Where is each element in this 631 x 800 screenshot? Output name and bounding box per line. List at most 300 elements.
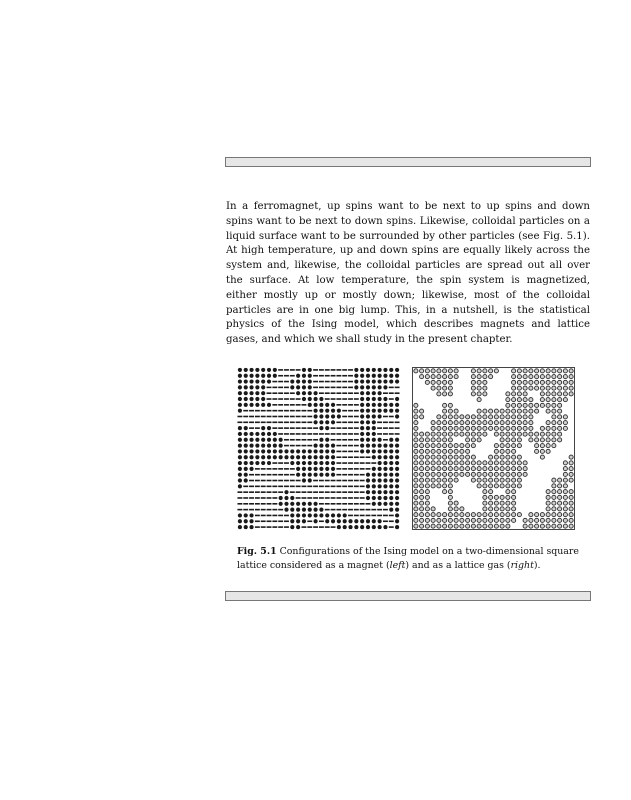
spin-up [313,461,317,465]
spin-down [354,392,359,394]
spin-up [302,397,306,401]
gas-particle [517,398,521,402]
gas-particle [558,415,562,419]
gas-particle [489,490,493,494]
spin-down [255,468,260,470]
spin-up [319,420,323,424]
spin-up [302,449,306,453]
gas-particle [483,484,487,488]
spin-down [272,427,277,429]
spin-up [378,414,382,418]
spin-down [302,422,307,424]
gas-particle [500,513,504,517]
spin-down [371,515,376,517]
spin-down [290,445,295,447]
gas-particle [454,449,458,453]
spin-up [249,391,253,395]
spin-down [336,381,341,383]
spin-up [279,502,283,506]
spin-down [278,462,283,464]
gas-particle [431,513,435,517]
gas-particle [471,421,475,425]
spin-up [279,443,283,447]
spin-down [302,404,307,406]
spin-down [319,369,324,371]
spin-up [395,403,399,407]
spin-down [313,480,318,482]
gas-particle [517,438,521,442]
gas-particle [437,467,441,471]
gas-particle [529,403,533,407]
ising-magnet-panel [237,367,400,530]
spin-down [325,497,330,499]
gas-particle [512,386,516,390]
spin-up [389,496,393,500]
gas-particle [494,472,498,476]
gas-particle [420,449,424,453]
spin-down [348,416,353,418]
gas-particle [437,449,441,453]
gas-particle [512,398,516,402]
spin-down [278,433,283,435]
spin-down [354,491,359,493]
spin-up [343,513,347,517]
gas-particle [517,403,521,407]
gas-particle [477,513,481,517]
spin-up [238,478,242,482]
gas-particle [506,501,510,505]
spin-up [238,379,242,383]
gas-particle [471,472,475,476]
gas-particle [420,484,424,488]
spin-up [395,449,399,453]
gas-particle [512,484,516,488]
spin-down [290,427,295,429]
spin-down [336,404,341,406]
gas-particle [448,513,452,517]
spin-up [249,443,253,447]
spin-up [325,414,329,418]
gas-particle [517,467,521,471]
spin-up [319,513,323,517]
spin-up [290,496,294,500]
gas-particle [448,438,452,442]
gas-particle [523,461,527,465]
spin-down [261,520,266,522]
gas-particle [563,495,567,499]
spin-up [313,397,317,401]
gas-particle [460,421,464,425]
gas-particle [546,380,550,384]
gas-particle [448,490,452,494]
gas-particle [523,380,527,384]
gas-particle [466,421,470,425]
gas-particle [471,392,475,396]
gas-particle [558,513,562,517]
spin-down [278,392,283,394]
spin-down [331,392,336,394]
gas-particle [512,415,516,419]
spin-down [284,474,289,476]
spin-down [331,480,336,482]
spin-up [302,368,306,372]
spin-up [319,455,323,459]
gas-particle [437,518,441,522]
spin-down [319,491,324,493]
spin-down [307,427,312,429]
gas-particle [414,518,418,522]
gas-particle [443,449,447,453]
spin-down [255,515,260,517]
spin-up [261,385,265,389]
gas-particle [414,478,418,482]
spin-up [319,508,323,512]
spin-down [267,398,272,400]
spin-down [290,392,295,394]
spin-up [378,490,382,494]
spin-down [395,387,400,389]
spin-up [261,438,265,442]
spin-down [290,404,295,406]
spin-up [290,525,294,529]
gas-particle [425,375,429,379]
gas-particle [506,392,510,396]
gas-particle [546,438,550,442]
gas-particle [489,501,493,505]
spin-up [313,409,317,413]
gas-particle [437,461,441,465]
gas-particle [443,472,447,476]
gas-particle [431,518,435,522]
spin-down [331,486,336,488]
gas-particle [494,501,498,505]
gas-particle [425,484,429,488]
gas-particle [517,369,521,373]
spin-down [342,486,347,488]
spin-down [348,480,353,482]
spin-down [336,369,341,371]
gas-particle [494,484,498,488]
gas-particle [466,524,470,528]
gas-particle [494,415,498,419]
spin-up [360,443,364,447]
spin-up [267,449,271,453]
spin-down [319,375,324,377]
spin-up [331,443,335,447]
gas-particle [500,461,504,465]
gas-particle [489,415,493,419]
gas-particle [517,432,521,436]
spin-up [366,490,370,494]
spin-down [237,509,242,511]
spin-up [372,379,376,383]
spin-up [360,385,364,389]
gas-particle [425,432,429,436]
spin-up [238,368,242,372]
spin-up [313,513,317,517]
spin-down [272,422,277,424]
spin-up [383,449,387,453]
spin-down [342,369,347,371]
spin-down [296,486,301,488]
gas-particle [420,369,424,373]
gas-particle [552,484,556,488]
spin-up [395,525,399,529]
gas-particle [535,380,539,384]
spin-up [319,449,323,453]
gas-particle [420,518,424,522]
gas-particle [483,472,487,476]
gas-particle [414,403,418,407]
spin-down [313,497,318,499]
spin-down [278,491,283,493]
spin-up [267,455,271,459]
spin-up [261,391,265,395]
spin-down [272,497,277,499]
gas-particle [460,467,464,471]
figure-caption [237,545,582,572]
spin-down [325,433,330,435]
gas-particle [489,472,493,476]
spin-down [354,445,359,447]
spin-down [255,520,260,522]
spin-down [336,480,341,482]
gas-particle [454,501,458,505]
spin-up [383,403,387,407]
spin-down [307,497,312,499]
gas-particle [477,415,481,419]
gas-particle [471,415,475,419]
gas-particle [471,524,475,528]
spin-up [296,385,300,389]
gas-particle [425,507,429,511]
spin-up [372,449,376,453]
gas-particle [506,495,510,499]
spin-down [296,433,301,435]
spin-down [342,392,347,394]
spin-down [348,445,353,447]
gas-particle [483,432,487,436]
spin-down [284,439,289,441]
spin-up [238,403,242,407]
spin-down [278,486,283,488]
gas-particle [512,369,516,373]
gas-particle [420,375,424,379]
spin-down [354,410,359,412]
spin-down [342,503,347,505]
spin-down [307,422,312,424]
spin-up [372,420,376,424]
spin-up [244,368,248,372]
gas-particle [506,461,510,465]
spin-down [336,427,341,429]
gas-particle [425,369,429,373]
gas-particle [460,513,464,517]
gas-particle [512,444,516,448]
spin-down [354,422,359,424]
spin-up [261,379,265,383]
spin-down [342,474,347,476]
gas-particle [546,398,550,402]
gas-particle [500,438,504,442]
gas-particle [414,438,418,442]
gas-particle [477,369,481,373]
gas-particle [506,432,510,436]
spin-down [313,486,318,488]
spin-down [342,509,347,511]
spin-down [278,474,283,476]
gas-particle [500,449,504,453]
spin-up [383,443,387,447]
spin-down [243,491,248,493]
gas-particle [546,403,550,407]
gas-particle [558,484,562,488]
spin-up [238,397,242,401]
spin-down [284,387,289,389]
spin-up [302,519,306,523]
spin-up [249,397,253,401]
gas-particle [431,478,435,482]
gas-particle [437,478,441,482]
gas-particle [414,513,418,517]
gas-particle [454,432,458,436]
gas-particle [569,472,573,476]
spin-up [238,432,242,436]
spin-down [366,462,371,464]
spin-up [395,519,399,523]
spin-down [278,526,283,528]
gas-particle [494,409,498,413]
gas-particle [546,513,550,517]
gas-particle [414,467,418,471]
gas-particle [523,386,527,390]
gas-particle [431,380,435,384]
spin-up [372,397,376,401]
spin-up [360,426,364,430]
spin-up [238,473,242,477]
spin-up [249,513,253,517]
spin-up [366,374,370,378]
spin-down [302,416,307,418]
spin-down [243,486,248,488]
spin-up [383,473,387,477]
spin-down [389,392,394,394]
spin-up [331,414,335,418]
gas-particle [517,478,521,482]
spin-down [267,474,272,476]
spin-up [290,385,294,389]
spin-down [348,375,353,377]
gas-particle [546,518,550,522]
spin-up [383,397,387,401]
spin-up [395,409,399,413]
gas-particle [489,467,493,471]
spin-down [395,427,400,429]
gas-particle [552,415,556,419]
gas-particle [563,415,567,419]
gas-particle [569,524,573,528]
spin-up [383,502,387,506]
gas-particle [563,513,567,517]
gas-particle [420,472,424,476]
gas-particle [489,495,493,499]
spin-up [372,414,376,418]
spin-down [290,480,295,482]
gas-particle [483,380,487,384]
gas-particle [460,472,464,476]
spin-up [308,403,312,407]
gas-particle [489,461,493,465]
gas-particle [546,524,550,528]
spin-down [249,503,254,505]
spin-down [313,427,318,429]
gas-particle [494,513,498,517]
spin-down [377,427,382,429]
spin-up [366,414,370,418]
spin-up [389,403,393,407]
gas-particle [431,472,435,476]
spin-up [354,379,358,383]
spin-up [249,368,253,372]
spin-down [249,427,254,429]
gas-particle [477,518,481,522]
spin-up [249,403,253,407]
gas-particle [517,375,521,379]
spin-down [290,491,295,493]
spin-up [319,473,323,477]
gas-particle [425,478,429,482]
spin-down [354,503,359,505]
spin-down [290,439,295,441]
gas-particle [540,369,544,373]
spin-up [383,374,387,378]
spin-down [389,416,394,418]
spin-up [372,455,376,459]
gas-particle [483,375,487,379]
spin-down [278,422,283,424]
spin-up [284,449,288,453]
gas-particle [425,380,429,384]
spin-down [354,480,359,482]
gas-particle [466,455,470,459]
spin-down [278,410,283,412]
spin-down [313,369,318,371]
spin-up [372,368,376,372]
gas-particle [437,369,441,373]
spin-up [360,379,364,383]
spin-up [308,368,312,372]
gas-particle [552,501,556,505]
spin-down [296,491,301,493]
spin-down [307,433,312,435]
gas-particle [483,392,487,396]
gas-particle [454,507,458,511]
spin-up [378,461,382,465]
gas-particle [483,369,487,373]
spin-down [342,375,347,377]
spin-down [278,515,283,517]
gas-particle [512,461,516,465]
gas-particle [494,432,498,436]
spin-down [336,497,341,499]
gas-particle [535,518,539,522]
gas-particle [414,524,418,528]
spin-up [261,368,265,372]
spin-up [290,508,294,512]
spin-down [284,520,289,522]
spin-up [308,374,312,378]
gas-particle [563,386,567,390]
